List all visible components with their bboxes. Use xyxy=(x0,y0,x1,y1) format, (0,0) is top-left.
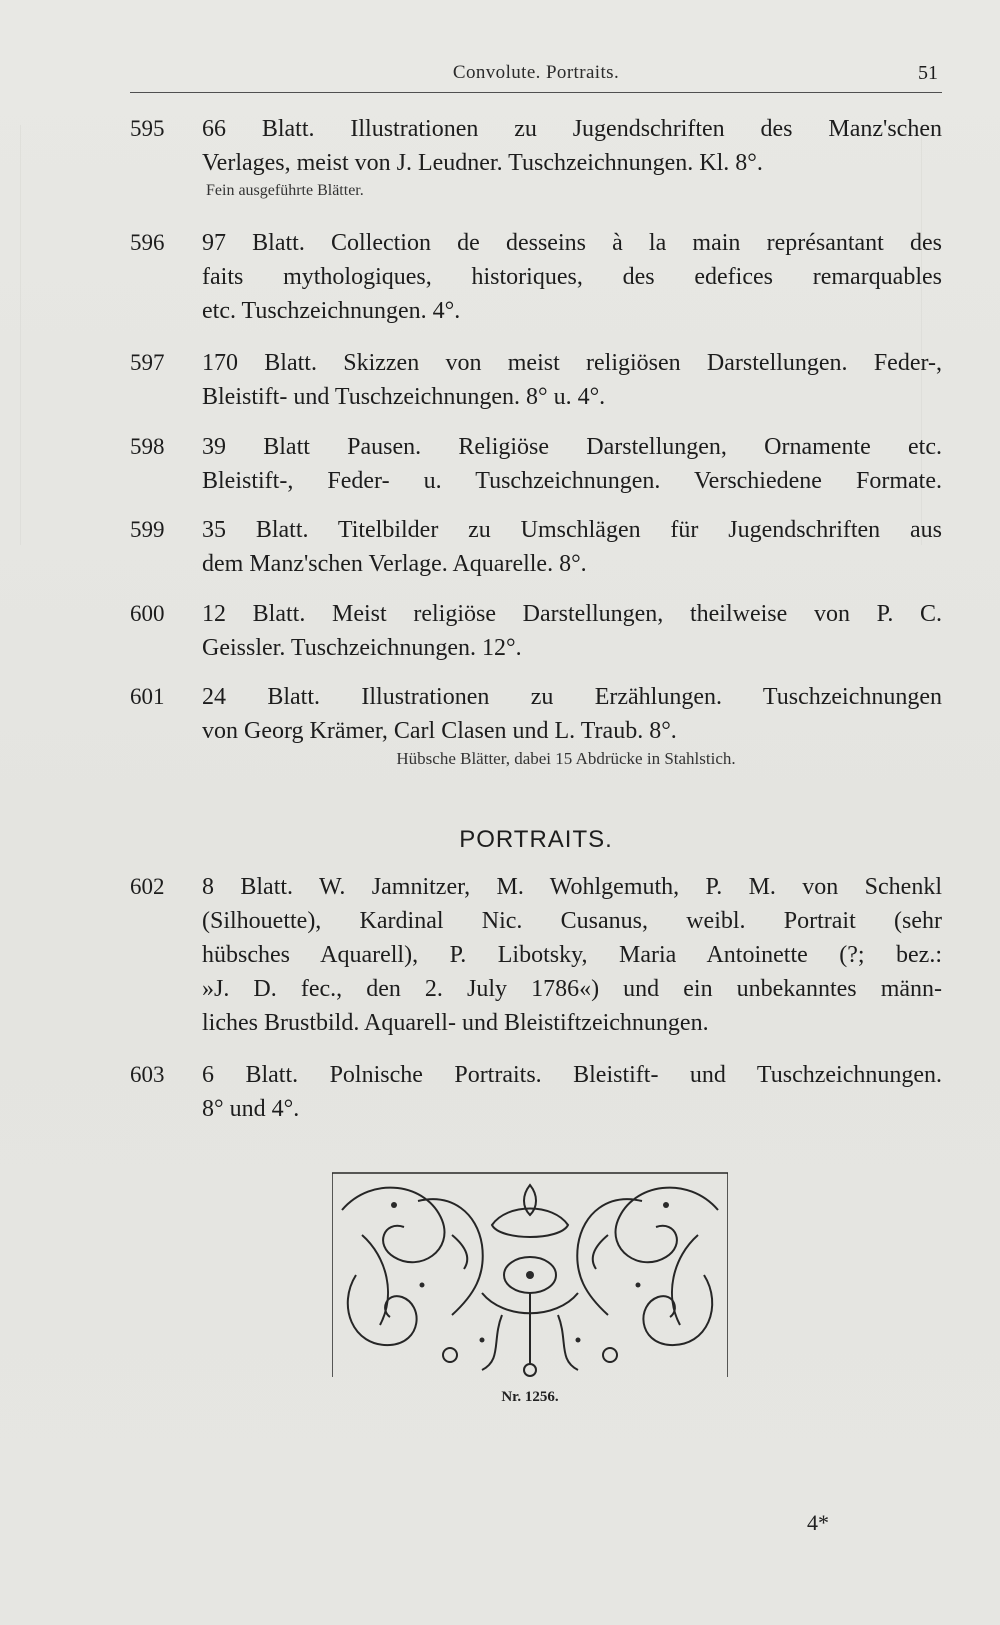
entry-text-line: dem Manz'schen Verlage. Aquarelle. 8°. xyxy=(202,551,587,577)
catalogue-entry-601 xyxy=(130,680,942,770)
catalogue-entry-597 xyxy=(130,346,942,414)
entry-text-line: 170 Blatt. Skizzen von meist religiösen Darstellungen. Feder-, xyxy=(202,350,942,376)
entry-number: 600 xyxy=(130,601,165,626)
ornamental-vignette-icon xyxy=(332,1165,728,1387)
entry-text-line: Geissler. Tuschzeichnungen. 12°. xyxy=(202,635,522,661)
entry-note: Fein ausgeführte Blätter. xyxy=(206,182,364,199)
section-heading-portraits: PORTRAITS. xyxy=(459,826,613,853)
entry-number: 602 xyxy=(130,874,165,899)
entry-text-line: Bleistift- und Tuschzeichnungen. 8° u. 4°. xyxy=(202,384,606,410)
entry-text-line: von Georg Krämer, Carl Clasen und L. Traub. 8°. xyxy=(202,718,677,744)
entry-text-line: 24 Blatt. Illustrationen zu Erzählungen. Tuschzeichnungen xyxy=(202,684,942,710)
entry-number: 599 xyxy=(130,517,165,542)
entry-text-line: liches Brustbild. Aquarell- und Bleistiftzeichnungen. xyxy=(202,1010,709,1036)
entry-number: 595 xyxy=(130,116,165,141)
entry-text-line: 8 Blatt. W. Jamnitzer, M. Wohlgemuth, P. M. von Schenkl xyxy=(202,874,942,900)
catalogue-entry-602 xyxy=(130,870,942,1040)
entry-number: 601 xyxy=(130,684,165,709)
entry-text-line: 6 Blatt. Polnische Portraits. Bleistift- und Tuschzeichnungen. xyxy=(202,1062,942,1088)
entry-text-line: Bleistift-, Feder- u. Tuschzeichnungen. Verschiedene Formate. xyxy=(202,468,942,494)
ornament-figure xyxy=(332,1165,728,1413)
catalogue-entry-596 xyxy=(130,226,942,328)
entry-text-line: 97 Blatt. Collection de desseins à la main représantant des xyxy=(202,230,942,256)
entry-text-line: faits mythologiques, historiques, des edefices remarquables xyxy=(202,264,942,290)
catalogue-entry-598 xyxy=(130,430,942,498)
catalogue-entry-600 xyxy=(130,597,942,665)
entry-text-line: 8° und 4°. xyxy=(202,1096,300,1122)
entry-number: 603 xyxy=(130,1062,165,1087)
running-title: Convolute. Portraits. xyxy=(452,62,620,83)
entry-text-line: Verlages, meist von J. Leudner. Tuschzeichnungen. Kl. 8°. xyxy=(202,150,763,176)
entry-text-line: (Silhouette), Kardinal Nic. Cusanus, weibl. Portrait (sehr xyxy=(202,908,942,934)
entry-text-line: 66 Blatt. Illustrationen zu Jugendschriften des Manz'schen xyxy=(202,116,942,142)
page-number: 51 xyxy=(918,62,938,84)
entry-text-line: etc. Tuschzeichnungen. 4°. xyxy=(202,298,461,324)
figure-caption: Nr. 1256. xyxy=(501,1389,559,1405)
entry-text-line: 35 Blatt. Titelbilder zu Umschlägen für Jugendschriften aus xyxy=(202,517,942,543)
entry-note: Hübsche Blätter, dabei 15 Abdrücke in Stahlstich. xyxy=(396,749,736,768)
entry-text-line: 12 Blatt. Meist religiöse Darstellungen, theilweise von P. C. xyxy=(202,601,942,627)
catalogue-entry-595 xyxy=(130,112,942,202)
running-header xyxy=(130,60,942,96)
entry-text-line: »J. D. fec., den 2. July 1786«) und ein unbekanntes männ- xyxy=(202,976,942,1002)
sheet-signature: 4* xyxy=(807,1510,829,1535)
entry-number: 596 xyxy=(130,230,165,255)
catalogue-entry-599 xyxy=(130,513,942,581)
entry-text-line: 39 Blatt Pausen. Religiöse Darstellungen, Ornamente etc. xyxy=(202,434,942,460)
entry-text-line: hübsches Aquarell), P. Libotsky, Maria Antoinette (?; bez.: xyxy=(202,942,942,968)
entry-number: 598 xyxy=(130,434,165,459)
header-rule xyxy=(130,92,942,93)
catalogue-entry-603 xyxy=(130,1058,942,1126)
entry-number: 597 xyxy=(130,350,165,375)
